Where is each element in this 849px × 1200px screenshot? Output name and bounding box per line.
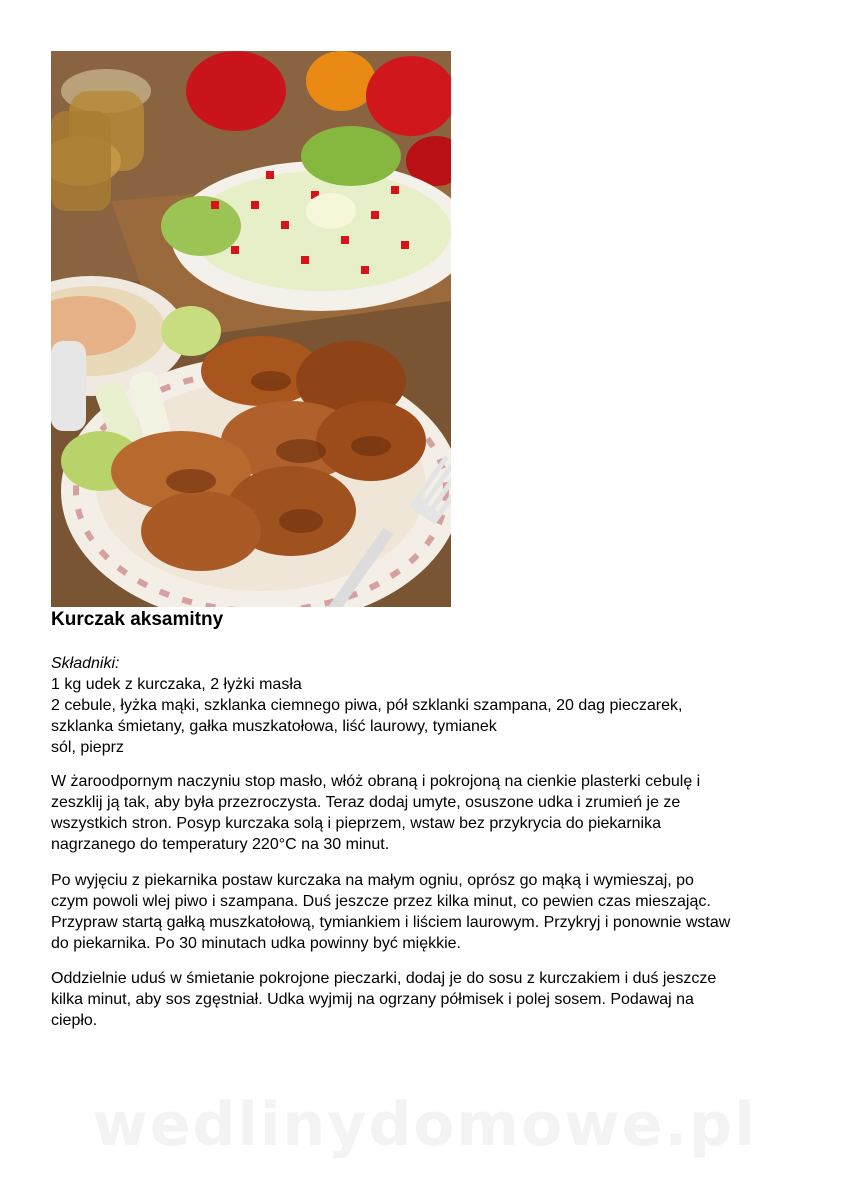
ingredients-section bbox=[51, 653, 811, 758]
site-watermark: wedlinydomowe.pl bbox=[92, 1090, 757, 1160]
paragraph-line: wszystkich stron. Posyp kurczaka solą i pieprzem, wstaw bez przykrycia do piekarnika bbox=[51, 815, 661, 832]
recipe-title: Kurczak aksamitny bbox=[51, 609, 224, 630]
ingredients-label: Składniki: bbox=[51, 655, 120, 672]
paragraph-line: do piekarnika. Po 30 minutach udka powinny być miękkie. bbox=[51, 935, 461, 952]
instructions-paragraph-2 bbox=[51, 870, 811, 954]
ingredient-line: 2 cebule, łyżka mąki, szklanka ciemnego piwa, pół szklanki szampana, 20 dag pieczarek, bbox=[51, 697, 683, 714]
instructions-paragraph-1 bbox=[51, 771, 811, 855]
paragraph-line: Oddzielnie uduś w śmietanie pokrojone pieczarki, dodaj je do sosu z kurczakiem i duś jeszcze bbox=[51, 970, 717, 987]
paragraph-line: ciepło. bbox=[51, 1012, 98, 1029]
paragraph-line: kilka minut, aby sos zgęstniał. Udka wyjmij na ogrzany półmisek i polej sosem. Podawaj na bbox=[51, 991, 694, 1008]
ingredient-line: 1 kg udek z kurczaka, 2 łyżki masła bbox=[51, 676, 302, 693]
ingredient-line: sól, pieprz bbox=[51, 739, 124, 756]
paragraph-line: Po wyjęciu z piekarnika postaw kurczaka na małym ogniu, oprósz go mąką i wymieszaj, po bbox=[51, 872, 694, 889]
paragraph-line: Przypraw startą gałką muszkatołową, tymiankiem i liściem laurowym. Przykryj i ponownie wstaw bbox=[51, 914, 731, 931]
paragraph-line: nagrzanego do temperatury 220°C na 30 minut. bbox=[51, 836, 390, 853]
paragraph-line: W żaroodpornym naczyniu stop masło, włóż obraną i pokrojoną na cienkie plasterki cebulę i bbox=[51, 773, 701, 790]
paragraph-line: czym powoli wlej piwo i szampana. Duś jeszcze przez kilka minut, co pewien czas mieszając. bbox=[51, 893, 711, 910]
ingredient-line: szklanka śmietany, gałka muszkatołowa, liść laurowy, tymianek bbox=[51, 718, 497, 735]
instructions-paragraph-3 bbox=[51, 968, 811, 1031]
recipe-photo bbox=[51, 51, 451, 607]
paragraph-line: zeszklij ją tak, aby była przezroczysta. Teraz dodaj umyte, osuszone udka i zrumień je ze bbox=[51, 794, 681, 811]
